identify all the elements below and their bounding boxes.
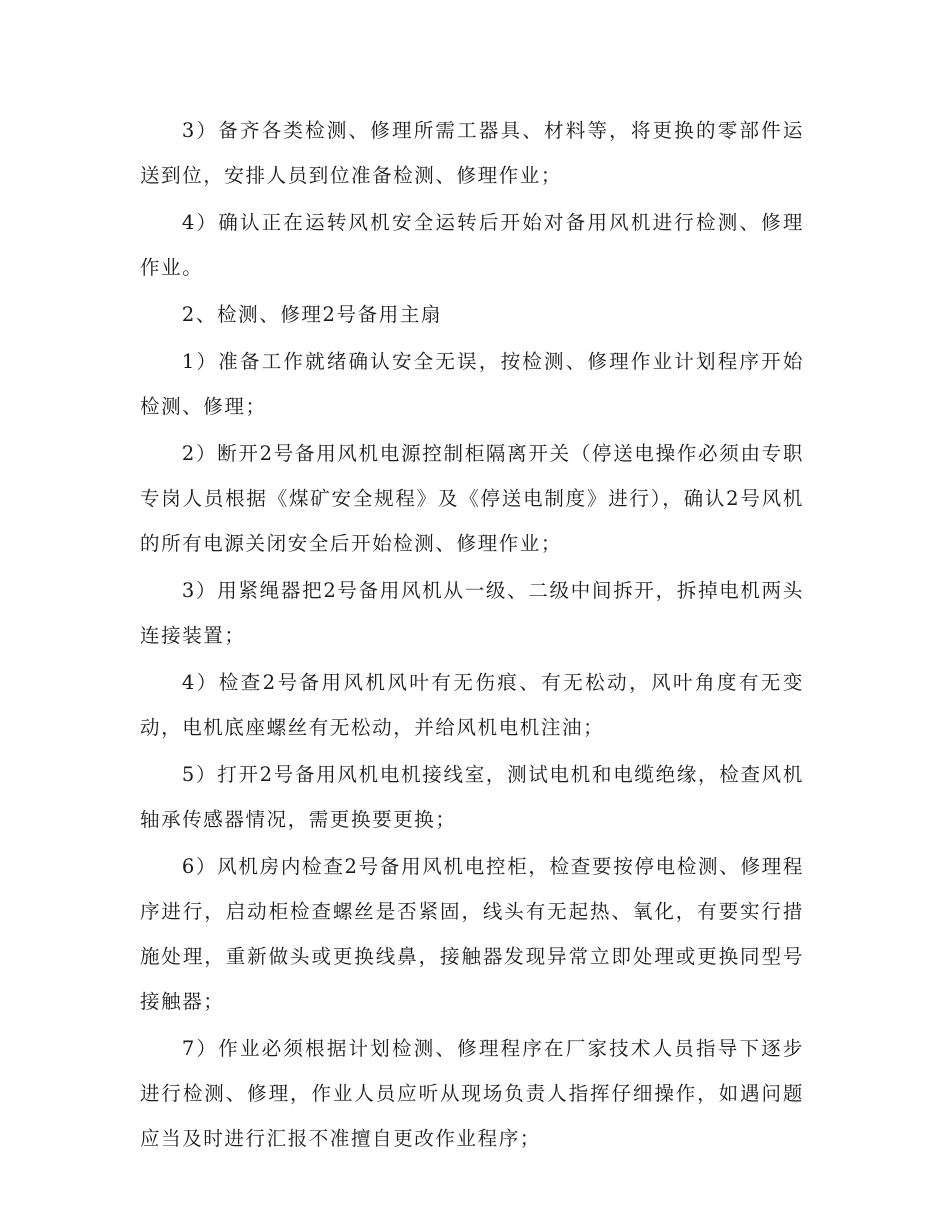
paragraph-prep-tools: 3）备齐各类检测、修理所需工器具、材料等，将更换的零部件运送到位，安排人员到位准备检测、修理作业；: [140, 119, 804, 187]
section-heading-repair-fan-2: 2、检测、修理2号备用主扇: [181, 303, 443, 326]
paragraph-separate-fan: 3）用紧绳器把2号备用风机从一级、二级中间拆开，拆掉电机两头连接装置；: [140, 579, 804, 647]
document-body: [140, 108, 804, 1161]
paragraph-ready-start: 1）准备工作就绪确认安全无误，按检测、修理作业计划程序开始检测、修理；: [140, 350, 804, 418]
paragraph-test-insulation: 5）打开2号备用风机电机接线室，测试电机和电缆绝缘，检查风机轴承传感器情况，需更换要更换；: [140, 763, 804, 831]
paragraph-inspect-blades: 4）检查2号备用风机风叶有无伤痕、有无松动，风叶角度有无变动，电机底座螺丝有无松动，并给风机电机注油；: [140, 671, 804, 739]
paragraph-confirm-running-fan: 4）确认正在运转风机安全运转后开始对备用风机进行检测、修理作业。: [140, 211, 804, 279]
paragraph-inspect-control-cabinet: 6）风机房内检查2号备用风机电控柜，检查要按停电检测、修理程序进行，启动柜检查螺丝是否紧固，线头有无起热、氧化，有要实行措施处理，重新做头或更换线鼻，接触器发现异常立即处理或更换同型号接触器；: [140, 855, 804, 1013]
paragraph-follow-procedure: 7）作业必须根据计划检测、修理程序在厂家技术人员指导下逐步进行检测、修理，作业人员应听从现场负责人指挥仔细操作，如遇问题应当及时进行汇报不准擅自更改作业程序；: [140, 1037, 804, 1150]
paragraph-disconnect-power: 2）断开2号备用风机电源控制柜隔离开关（停送电操作必须由专职专岗人员根据《煤矿安全规程》及《停送电制度》进行），确认2号风机的所有电源关闭安全后开始检测、修理作业；: [140, 442, 804, 555]
